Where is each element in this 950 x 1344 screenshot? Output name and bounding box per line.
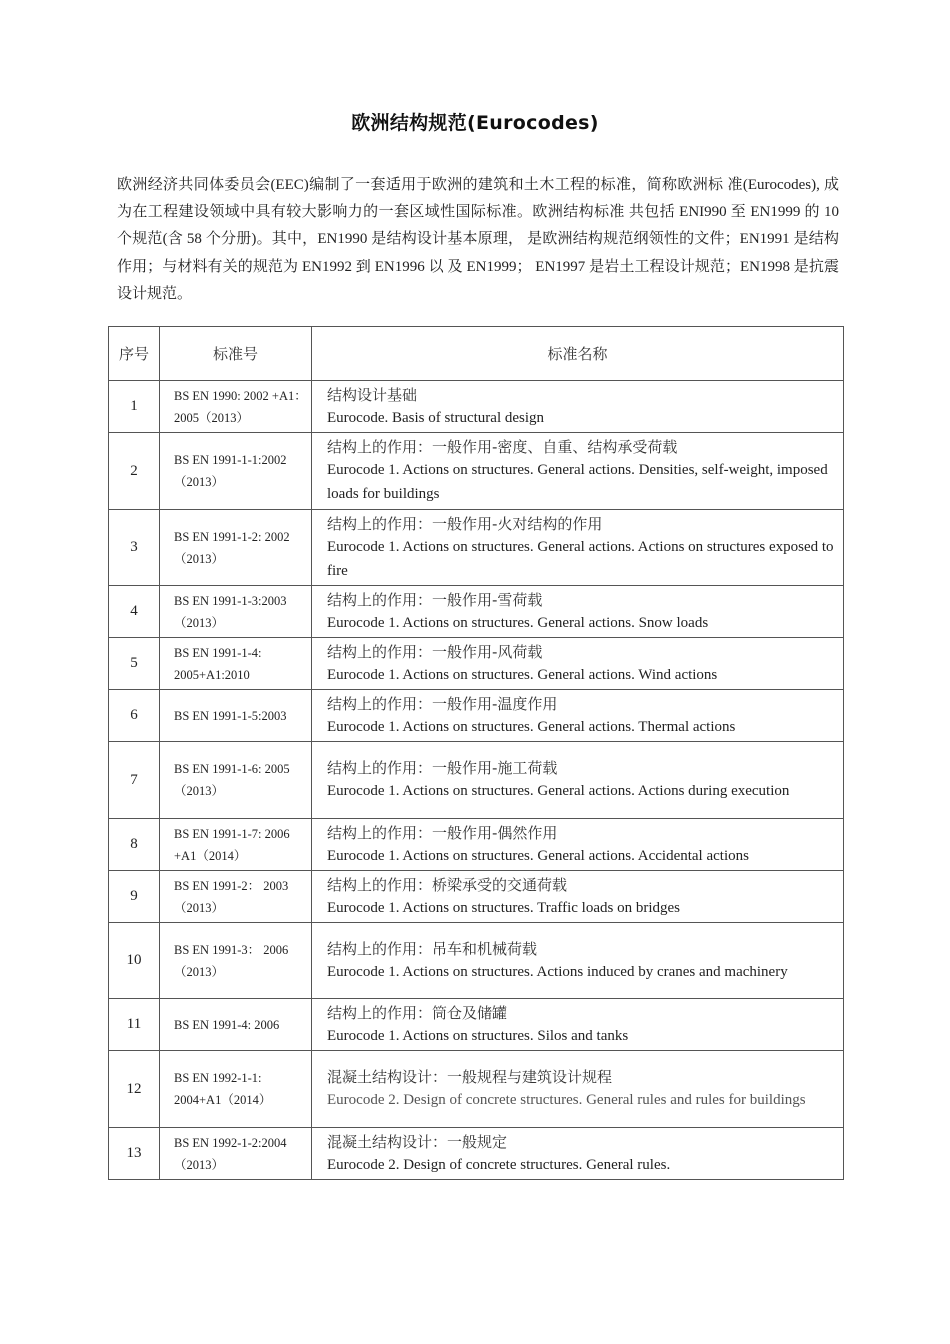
row-name-cn: 结构上的作用：一般作用-雪荷载: [327, 590, 543, 609]
row-name-en: Eurocode 1. Actions on structures. General actions. Accidental actions: [327, 847, 749, 864]
intro-paragraph: 欧洲经济共同体委员会(EEC)编制了一套适用于欧洲的建筑和土木工程的标准，简称欧洲标 准(Eurocodes), 成为在工程建设领域中具有较大影响力的一套区域性国际标准。欧洲结构标准 共包括 ENI990 至 EN1999 的 10 个规范(含 58 个分册)。其中，EN1990 是结构设计基本原理， 是欧洲结构规范纲领性的文件；EN1991 是结构作用；与材料有关的规范为 EN1992 到 EN1996 以 及 EN1999； EN1997 是岩土工程设计规范；EN1998 是抗震设计规范。: [117, 177, 839, 302]
row-index: 8: [109, 819, 160, 871]
row-name-en: Eurocode 1. Actions on structures. Actions induced by cranes and machinery: [327, 963, 788, 980]
row-code: BS EN 1991-1-6: 2005（2013）: [160, 742, 312, 819]
row-code: BS EN 1991-1-7: 2006 +A1（2014）: [160, 819, 312, 871]
table-header-row: [109, 327, 844, 381]
row-name: [312, 871, 844, 923]
table-row: [109, 1128, 844, 1180]
table-row: [109, 510, 844, 586]
row-code: BS EN 1991-1-3:2003（2013）: [160, 586, 312, 638]
row-name-cn: 混凝土结构设计：一般规定: [327, 1132, 508, 1151]
row-name-en: Eurocode 1. Actions on structures. Silos and tanks: [327, 1027, 629, 1044]
row-name-en: Eurocode 2. Design of concrete structures. General rules.: [327, 1156, 671, 1173]
row-name-cn: 结构上的作用：吊车和机械荷载: [327, 939, 538, 958]
row-name-cn: 混凝土结构设计：一般规程与建筑设计规程: [327, 1068, 613, 1086]
row-index: 1: [109, 381, 160, 433]
row-name-cn: 结构上的作用：一般作用-施工荷载: [327, 759, 558, 777]
row-name: [312, 638, 844, 690]
row-name: [312, 510, 844, 586]
row-name-en: Eurocode. Basis of structural design: [327, 409, 545, 426]
table-row: [109, 1051, 844, 1128]
row-name-en: Eurocode 1. Actions on structures. General actions. Actions during execution: [327, 783, 790, 799]
row-name-en: Eurocode 1. Actions on structures. Traffic loads on bridges: [327, 899, 681, 916]
table-row: [109, 999, 844, 1051]
row-index: 9: [109, 871, 160, 923]
row-name-en: Eurocode 1. Actions on structures. General actions. Actions on structures exposed to fire: [327, 538, 834, 579]
table-row: [109, 742, 844, 819]
row-index: 7: [109, 742, 160, 819]
table-row: [109, 381, 844, 433]
table-row: [109, 923, 844, 999]
row-code: BS EN 1991-1-1:2002（2013）: [160, 433, 312, 510]
row-name-cn: 结构上的作用：一般作用-风荷载: [327, 642, 543, 661]
row-index: 12: [109, 1051, 160, 1128]
row-name: [312, 433, 844, 510]
table-row: [109, 819, 844, 871]
row-name: [312, 1051, 844, 1128]
row-name-en: Eurocode 1. Actions on structures. General actions. Densities, self-weight, imposed loads for buildings: [327, 462, 828, 502]
table-row: [109, 586, 844, 638]
row-index: 6: [109, 690, 160, 742]
row-code: BS EN 1992-1-2:2004（2013）: [160, 1128, 312, 1180]
row-index: 10: [109, 923, 160, 999]
row-name: [312, 819, 844, 871]
row-name-cn: 结构上的作用：一般作用-密度、自重、结构承受荷载: [327, 438, 678, 456]
row-name-en: Eurocode 1. Actions on structures. General actions. Wind actions: [327, 666, 718, 683]
row-name: [312, 999, 844, 1051]
row-code: BS EN 1991-1-2: 2002（2013）: [160, 510, 312, 586]
table-row: [109, 638, 844, 690]
row-name: [312, 923, 844, 999]
row-name-en: Eurocode 2. Design of concrete structures. General rules and rules for buildings: [327, 1092, 806, 1108]
header-index: 序号: [109, 327, 160, 381]
row-name: [312, 742, 844, 819]
header-code: 标准号: [160, 327, 312, 381]
row-name-cn: 结构设计基础: [327, 385, 418, 404]
row-code: BS EN 1991-1-4: 2005+A1:2010: [160, 638, 312, 690]
page-title: 欧洲结构规范(Eurocodes): [351, 112, 599, 134]
row-name-en: Eurocode 1. Actions on structures. General actions. Snow loads: [327, 614, 709, 631]
row-index: 5: [109, 638, 160, 690]
row-name: [312, 381, 844, 433]
row-index: 4: [109, 586, 160, 638]
row-index: 3: [109, 510, 160, 586]
header-name: 标准名称: [312, 327, 844, 381]
row-code: BS EN 1991-4: 2006: [160, 999, 312, 1051]
table-row: [109, 433, 844, 510]
row-name-cn: 结构上的作用：一般作用-火对结构的作用: [327, 514, 603, 533]
row-name-cn: 结构上的作用：一般作用-偶然作用: [327, 823, 558, 842]
row-code: BS EN 1992-1-1: 2004+A1（2014）: [160, 1051, 312, 1128]
row-index: 13: [109, 1128, 160, 1180]
row-name-cn: 结构上的作用：筒仓及储罐: [327, 1003, 508, 1022]
row-name-cn: 结构上的作用：桥梁承受的交通荷载: [327, 875, 568, 894]
row-name: [312, 1128, 844, 1180]
row-index: 2: [109, 433, 160, 510]
table-row: [109, 871, 844, 923]
row-name: [312, 586, 844, 638]
row-code: BS EN 1991-2： 2003（2013）: [160, 871, 312, 923]
row-code: BS EN 1991-1-5:2003: [160, 690, 312, 742]
row-code: BS EN 1990: 2002 +A1： 2005（2013）: [160, 381, 312, 433]
table-row: [109, 690, 844, 742]
row-index: 11: [109, 999, 160, 1051]
row-name-cn: 结构上的作用：一般作用-温度作用: [327, 694, 558, 713]
row-name-en: Eurocode 1. Actions on structures. General actions. Thermal actions: [327, 718, 736, 735]
standards-table: [108, 326, 844, 1180]
row-code: BS EN 1991-3： 2006（2013）: [160, 923, 312, 999]
row-name: [312, 690, 844, 742]
